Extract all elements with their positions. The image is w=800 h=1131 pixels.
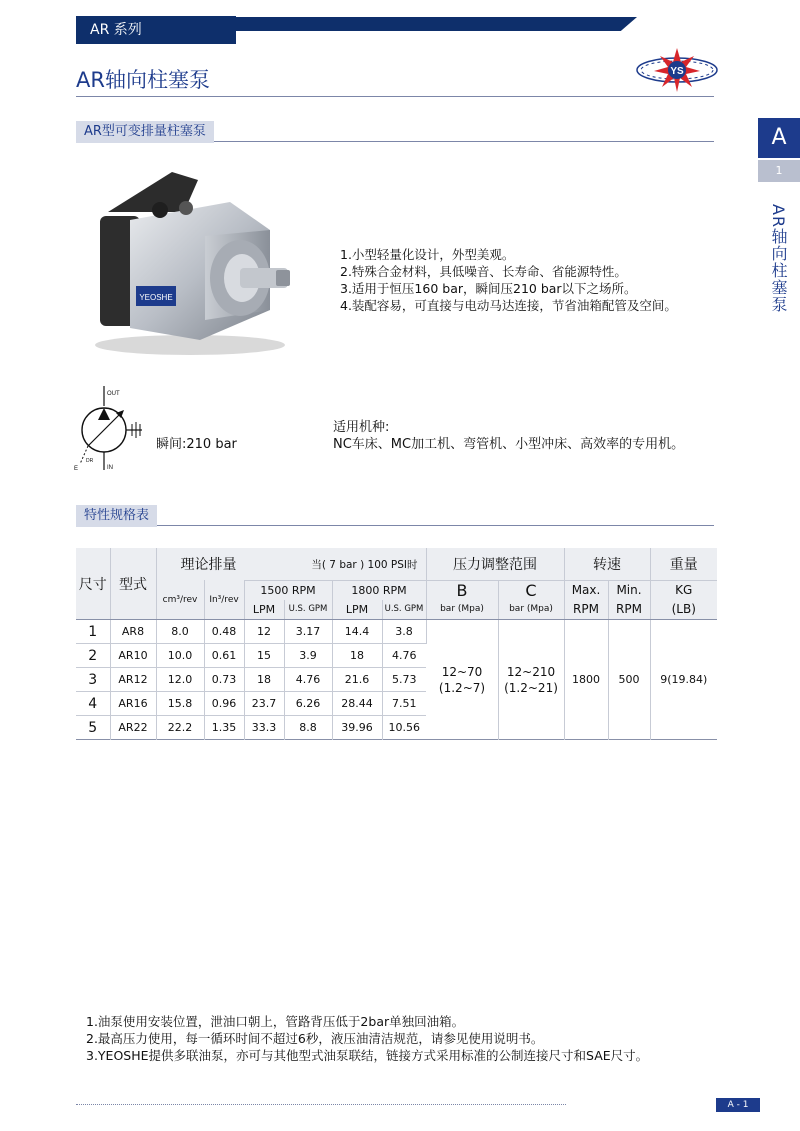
cell-model: AR12 xyxy=(110,668,156,692)
header-displacement-group xyxy=(156,548,426,580)
feature-item: 3.适用于恒压160 bar，瞬间压210 bar以下之场所。 xyxy=(340,281,637,296)
header-max: Max. xyxy=(564,580,608,600)
sidebar-letter-tab: A xyxy=(758,118,800,158)
cell-gpm1800: 4.76 xyxy=(382,644,426,668)
symbol-in-label: IN xyxy=(107,465,113,471)
b-mpa: (1.2~7) xyxy=(438,680,486,695)
cell-size: 2 xyxy=(76,644,110,668)
cell-lpm1500: 12 xyxy=(244,620,284,644)
header-bar-mpa-b: bar (Mpa) xyxy=(426,600,498,620)
cell-lpm1800: 18 xyxy=(332,644,382,668)
cell-lpm1500: 18 xyxy=(244,668,284,692)
pump-photo xyxy=(80,150,300,360)
feature-item: 1.小型轻量化设计，外型美观。 xyxy=(340,247,515,262)
page-number: A - 1 xyxy=(716,1098,760,1112)
cell-cm3: 22.2 xyxy=(156,716,204,740)
header-rpm-min: RPM xyxy=(608,600,650,620)
feature-list xyxy=(340,246,677,314)
cell-lpm1500: 15 xyxy=(244,644,284,668)
title-divider xyxy=(76,96,714,97)
cell-lpm1800: 39.96 xyxy=(332,716,382,740)
cell-in3: 0.73 xyxy=(204,668,244,692)
ys-logo-icon xyxy=(634,44,720,96)
spec-table xyxy=(76,548,717,740)
cell-lpm1800: 21.6 xyxy=(332,668,382,692)
cell-cm3: 15.8 xyxy=(156,692,204,716)
note-item: 2.最高压力使用，每一循环时间不超过6秒，液压油清洁规范，请参见使用说明书。 xyxy=(86,1031,544,1046)
header-rpm-max: RPM xyxy=(564,600,608,620)
table-row xyxy=(76,620,717,644)
sidebar-number: 1 xyxy=(758,160,800,182)
cell-min-rpm: 500 xyxy=(608,620,650,740)
header-lpm: LPM xyxy=(332,600,382,620)
cell-in3: 0.96 xyxy=(204,692,244,716)
c-mpa: (1.2~21) xyxy=(504,680,558,695)
cell-in3: 0.48 xyxy=(204,620,244,644)
cell-size: 5 xyxy=(76,716,110,740)
header-gpm: U.S. GPM xyxy=(382,600,426,620)
header-speed: 转速 xyxy=(564,548,650,580)
pump-brand-label: YEOSHE xyxy=(139,293,173,302)
header-in3: In³/rev xyxy=(204,580,244,620)
cell-lpm1800: 14.4 xyxy=(332,620,382,644)
sidebar-vertical-title: AR轴向柱塞泵 xyxy=(769,204,788,314)
notes-list xyxy=(86,1013,648,1064)
apply-text: NC车床、MC加工机、弯管机、小型冲床、高效率的专用机。 xyxy=(333,437,685,452)
cell-in3: 1.35 xyxy=(204,716,244,740)
cell-model: AR16 xyxy=(110,692,156,716)
cell-gpm1500: 4.76 xyxy=(284,668,332,692)
header-1500rpm: 1500 RPM xyxy=(244,580,332,600)
logo-text: YS xyxy=(670,66,684,77)
header-kg: KG xyxy=(650,580,717,600)
header-condition: 当( 7 bar ) 100 PSI时 xyxy=(311,559,418,571)
footer-divider xyxy=(76,1104,566,1105)
cell-gpm1800: 7.51 xyxy=(382,692,426,716)
cell-cm3: 8.0 xyxy=(156,620,204,644)
series-tab: AR 系列 xyxy=(76,16,236,44)
note-item: 1.油泵使用安装位置，泄油口朝上，管路背压低于2bar单独回油箱。 xyxy=(86,1014,465,1029)
cell-gpm1500: 6.26 xyxy=(284,692,332,716)
apply-label: 适用机种: xyxy=(333,420,390,435)
feature-item: 4.装配容易，可直接与电动马达连接，节省油箱配管及空间。 xyxy=(340,298,677,313)
cell-b-range xyxy=(426,620,498,740)
cell-model: AR8 xyxy=(110,620,156,644)
cell-lpm1500: 23.7 xyxy=(244,692,284,716)
cell-size: 3 xyxy=(76,668,110,692)
section-title: AR型可变排量柱塞泵 xyxy=(76,121,214,143)
header-b: B xyxy=(426,580,498,600)
cell-gpm1800: 10.56 xyxy=(382,716,426,740)
header-bar xyxy=(232,17,637,31)
cell-cm3: 12.0 xyxy=(156,668,204,692)
cell-gpm1800: 5.73 xyxy=(382,668,426,692)
header-min: Min. xyxy=(608,580,650,600)
cell-lpm1800: 28.44 xyxy=(332,692,382,716)
page-title: AR轴向柱塞泵 xyxy=(76,68,210,92)
section-title: 特性规格表 xyxy=(76,505,157,527)
cell-c-range xyxy=(498,620,564,740)
cell-model: AR22 xyxy=(110,716,156,740)
section-head-pump xyxy=(76,120,714,142)
section-head-spec xyxy=(76,504,714,526)
header-weight: 重量 xyxy=(669,556,698,573)
header-gpm: U.S. GPM xyxy=(284,600,332,620)
header-displacement: 理论排量 xyxy=(180,556,237,573)
symbol-dr-label: DR xyxy=(86,458,94,464)
cell-size: 4 xyxy=(76,692,110,716)
feature-item: 2.特殊合金材料，具低噪音、长寿命、省能源特性。 xyxy=(340,264,627,279)
cell-lpm1500: 33.3 xyxy=(244,716,284,740)
cell-max-rpm: 1800 xyxy=(564,620,608,740)
hydraulic-pump-symbol-icon xyxy=(70,384,150,476)
cell-gpm1500: 3.17 xyxy=(284,620,332,644)
cell-gpm1800: 3.8 xyxy=(382,620,426,644)
header-cm3: cm³/rev xyxy=(156,580,204,620)
header-c: C xyxy=(498,580,564,600)
header-lpm: LPM xyxy=(244,600,284,620)
header-bar-mpa-c: bar (Mpa) xyxy=(498,600,564,620)
cell-gpm1500: 3.9 xyxy=(284,644,332,668)
header-lb: (LB) xyxy=(650,600,717,620)
instant-pressure: 瞬间:210 bar xyxy=(156,437,237,452)
c-bar: 12~210 xyxy=(506,664,556,679)
cell-weight: 9(19.84) xyxy=(650,620,717,740)
header-size: 尺寸 xyxy=(76,548,110,620)
header-pressure-range: 压力调整范围 xyxy=(426,548,564,580)
cell-cm3: 10.0 xyxy=(156,644,204,668)
cell-in3: 0.61 xyxy=(204,644,244,668)
header-model: 型式 xyxy=(110,548,156,620)
symbol-out-label: OUT xyxy=(107,391,120,397)
cell-model: AR10 xyxy=(110,644,156,668)
cell-gpm1500: 8.8 xyxy=(284,716,332,740)
note-item: 3.YEOSHE提供多联油泵，亦可与其他型式油泵联结，链接方式采用标准的公制连接尺寸和SAE尺寸。 xyxy=(86,1048,649,1063)
header-1800rpm: 1800 RPM xyxy=(332,580,426,600)
cell-size: 1 xyxy=(76,620,110,644)
symbol-e-label: E xyxy=(74,466,79,472)
b-bar: 12~70 xyxy=(441,664,483,679)
